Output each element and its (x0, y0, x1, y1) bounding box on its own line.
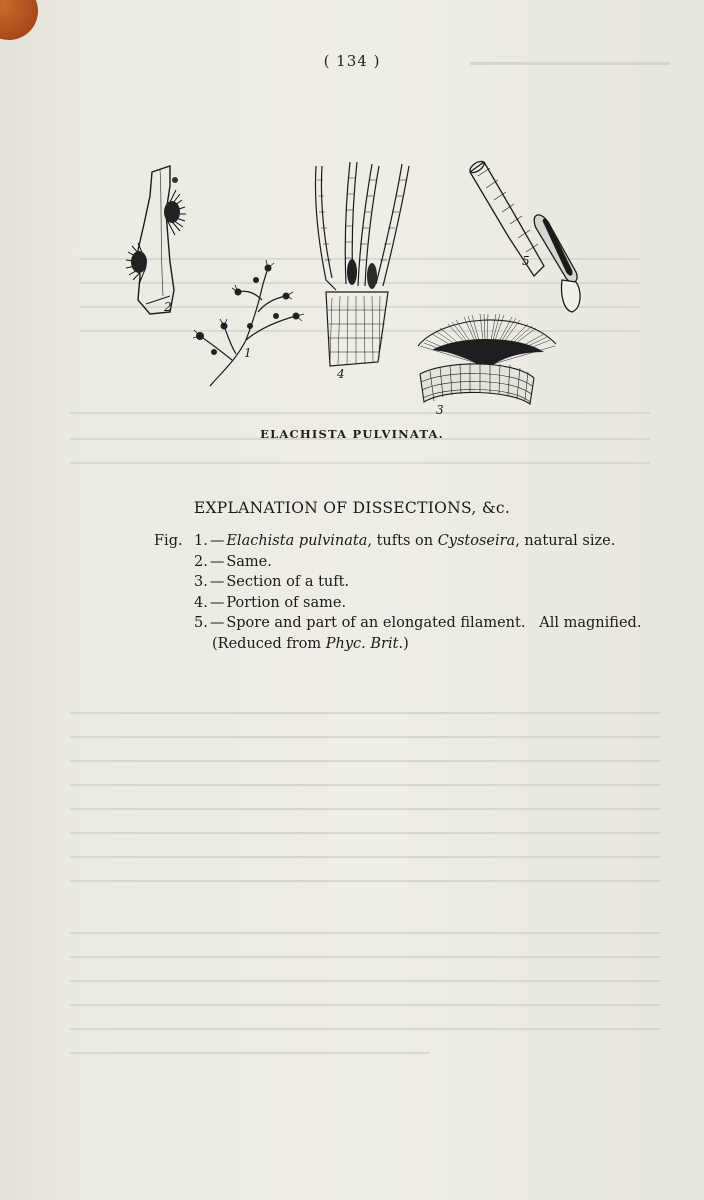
explanation-item-2: 2. — Same. (194, 553, 272, 570)
explanation-item-5: 5. — Spore and part of an elongated filament. All magnified. (194, 615, 642, 631)
plate-caption: ELACHISTA PULVINATA. (260, 427, 444, 441)
explanation-item-4: 4. — Portion of same. (194, 594, 347, 611)
figure-4-label: 4 (337, 367, 345, 381)
figure-2-drawing (126, 166, 186, 314)
figure-2-label: 2 (164, 300, 172, 314)
explanation-item-3: 3. — Section of a tuft. (194, 574, 350, 590)
explanation-list (154, 531, 674, 654)
figure-3-label: 3 (436, 403, 444, 417)
fig-prefix: Fig. (154, 533, 183, 549)
page-number: ( 134 ) (323, 52, 381, 70)
explanation-heading: EXPLANATION OF DISSECTIONS, &c. (193, 499, 511, 517)
figure-5-drawing (468, 159, 580, 312)
explanation-source-note: (Reduced from Phyc. Brit.) (212, 635, 409, 652)
figure-1-drawing (193, 260, 304, 386)
explanation-item-1: Fig. 1. — Elachista pulvinata, tufts on Cystoseira, natural size. (154, 531, 674, 552)
figure-4-drawing (315, 162, 409, 366)
figure-1-label: 1 (244, 346, 252, 360)
figure-3-drawing (418, 314, 556, 404)
botanical-plate-illustration (0, 0, 704, 460)
figure-5-label: 5 (522, 254, 530, 268)
